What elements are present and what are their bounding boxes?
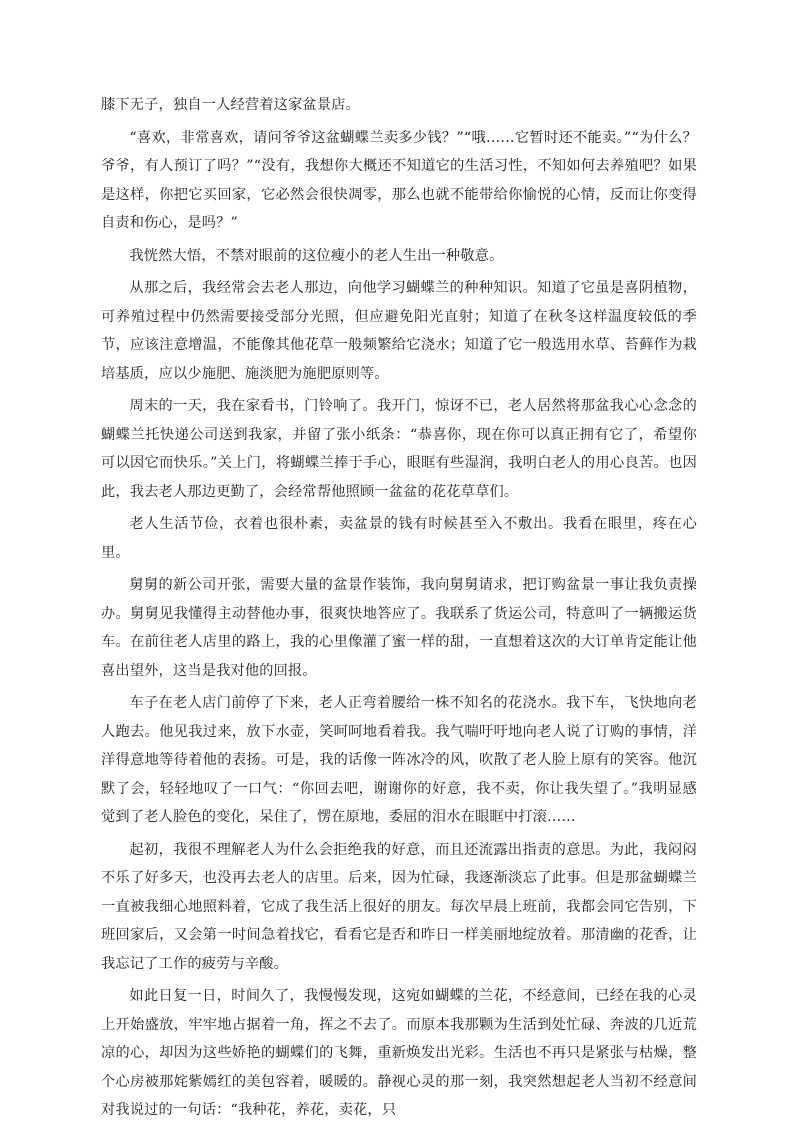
paragraph-10: 如此日复一日，时间久了，我慢慢发现，这宛如蝴蝶的兰花，不经意间，已经在我的心灵上开始盛放，牢牢地占据着一角，挥之不去了。而原本我那颗为生活到处忙碌、奔波的几近荒凉的心，却因为这些娇艳的蝴蝶们的飞舞，重新焕发出光彩。生活也不再只是紧张与枯燥，整个心房被那姹紫嫣红的美包容着，暖暖的。静视心灵的那一刻，我突然想起老人当初不经意间对我说过的一句话：“我种花，养花，卖花，只: [101, 988, 697, 1118]
paragraph-4: 从那之后，我经常会去老人那边，向他学习蝴蝶兰的种种知识。知道了它虽是喜阴植物，可养殖过程中仍然需要接受部分光照，但应避免阳光直射；知道了在秋冬这样温度较低的季节，应该注意增温，不能像其他花草一般频繁给它浇水；知道了它一般选用水草、苔藓作为栽培基质，应以少施肥、施淡肥为施肥原则等。: [101, 280, 697, 382]
paragraph-5: 周末的一天，我在家看书，门铃响了。我开门，惊讶不已，老人居然将那盆我心心念念的蝴蝶兰托快递公司送到我家，并留了张小纸条：“恭喜你，现在你可以真正拥有它了，希望你可以因它而快乐。”关上门，将蝴蝶兰捧于手心，眼眶有些湿润，我明白老人的用心良苦。也因此，我去老人那边更勤了，会经常帮他照顾一盆盆的花花草草们。: [101, 398, 697, 500]
paragraph-8: 车子在老人店门前停了下来，老人正弯着腰给一株不知名的花浇水。我下车，飞快地向老人跑去。他见我过来，放下水壶，笑呵呵地看着我。我气喘吁吁地向老人说了订购的事情，洋洋得意地等待着他的表扬。可是，我的话像一阵冰冷的风，吹散了老人脸上原有的笑容。他沉默了会，轻轻地叹了一口气：“你回去吧，谢谢你的好意，我不卖，你让我失望了。”我明显感觉到了老人脸色的变化，呆住了，愣在原地，委屈的泪水在眼眶中打滚……: [101, 695, 697, 825]
paragraph-2: “喜欢，非常喜欢，请问爷爷这盆蝴蝶兰卖多少钱？”“哦……它暂时还不能卖。”“为什么？爷爷，有人预订了吗？”“没有，我想你大概还不知道它的生活习性，不知如何去养殖吧？如果是这样，你把它买回家，它必然会很快凋零，那么也就不能带给你愉悦的心情，反而让你变得自责和伤心，是吗？”: [101, 129, 697, 231]
paragraph-6: 老人生活节俭，衣着也很朴素，卖盆景的钱有时候甚至入不敷出。我看在眼里，疼在心里。: [101, 516, 697, 561]
paragraph-3: 我恍然大悟，不禁对眼前的这位瘦小的老人生出一种敬意。: [129, 247, 504, 264]
paragraph-9: 起初，我很不理解老人为什么会拒绝我的好意，而且还流露出指责的意思。为此，我闷闷不乐了好多天，也没再去老人的店里。后来，因为忙碌，我逐渐淡忘了此事。但是那盆蝴蝶兰一直被我细心地照料着，它成了我生活上很好的朋友。每次早晨上班前，我都会同它告别，下班回家后，又会第一时间急着找它，看看它是否和昨日一样美丽地绽放着。那清幽的花香，让我忘记了工作的疲劳与辛酸。: [101, 841, 697, 972]
document-page: [101, 91, 697, 1129]
paragraph-7: 舅舅的新公司开张，需要大量的盆景作装饰，我向舅舅请求，把订购盆景一事让我负责操办。舅舅见我懂得主动替他办事，很爽快地答应了。我联系了货运公司，特意叫了一辆搬运货车。在前往老人店里的路上，我的心里像灌了蜜一样的甜，一直想着这次的大订单肯定能让他喜出望外，这当是我对他的回报。: [101, 577, 697, 679]
paragraph-1: 膝下无子，独自一人经营着这家盆景店。: [101, 97, 360, 113]
